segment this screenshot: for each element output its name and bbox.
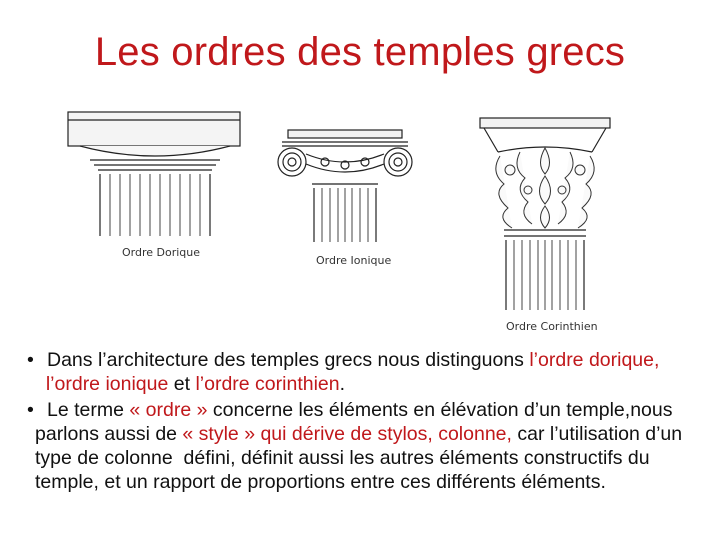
doric-column-illustration — [60, 108, 250, 263]
highlight-text: l’ordre corinthien — [195, 373, 340, 395]
bullet-text: Dans l’architecture des temples grecs nous distinguons — [47, 349, 530, 371]
bullet-item — [28, 348, 708, 396]
bullet-text: . — [339, 373, 346, 395]
bullet-list — [28, 348, 708, 496]
bullet-text: et — [168, 373, 196, 395]
bullet-text: concerne les éléments en élévation d’un temple,nous parlons aussi de — [35, 399, 673, 445]
bullet-text — [35, 373, 46, 395]
highlight-text: l’ordre dorique, — [529, 349, 660, 371]
bullet-text: Le terme — [47, 399, 130, 421]
bullet-marker: • — [27, 349, 34, 371]
bullet-text: car l’utilisation d’un type de colonne défini, définit aussi les autres éléments constructifs du temple, et un rapport de proportions entre ces différents éléments. — [35, 423, 688, 493]
highlight-text: « style » qui dérive de stylos, colonne, — [182, 423, 512, 445]
corinthian-column-illustration — [470, 112, 620, 322]
doric-caption: Ordre Dorique — [122, 246, 201, 259]
bullet-marker: • — [27, 399, 34, 421]
ionic-column-illustration — [270, 124, 420, 254]
corinthian-caption: Ordre Corinthien — [506, 320, 598, 333]
highlight-text: « ordre » — [129, 399, 208, 421]
ionic-caption: Ordre Ionique — [316, 254, 392, 267]
bullet-item — [28, 398, 708, 494]
highlight-text: l’ordre ionique — [45, 373, 169, 395]
slide-title: Les ordres des temples grecs — [94, 30, 626, 74]
